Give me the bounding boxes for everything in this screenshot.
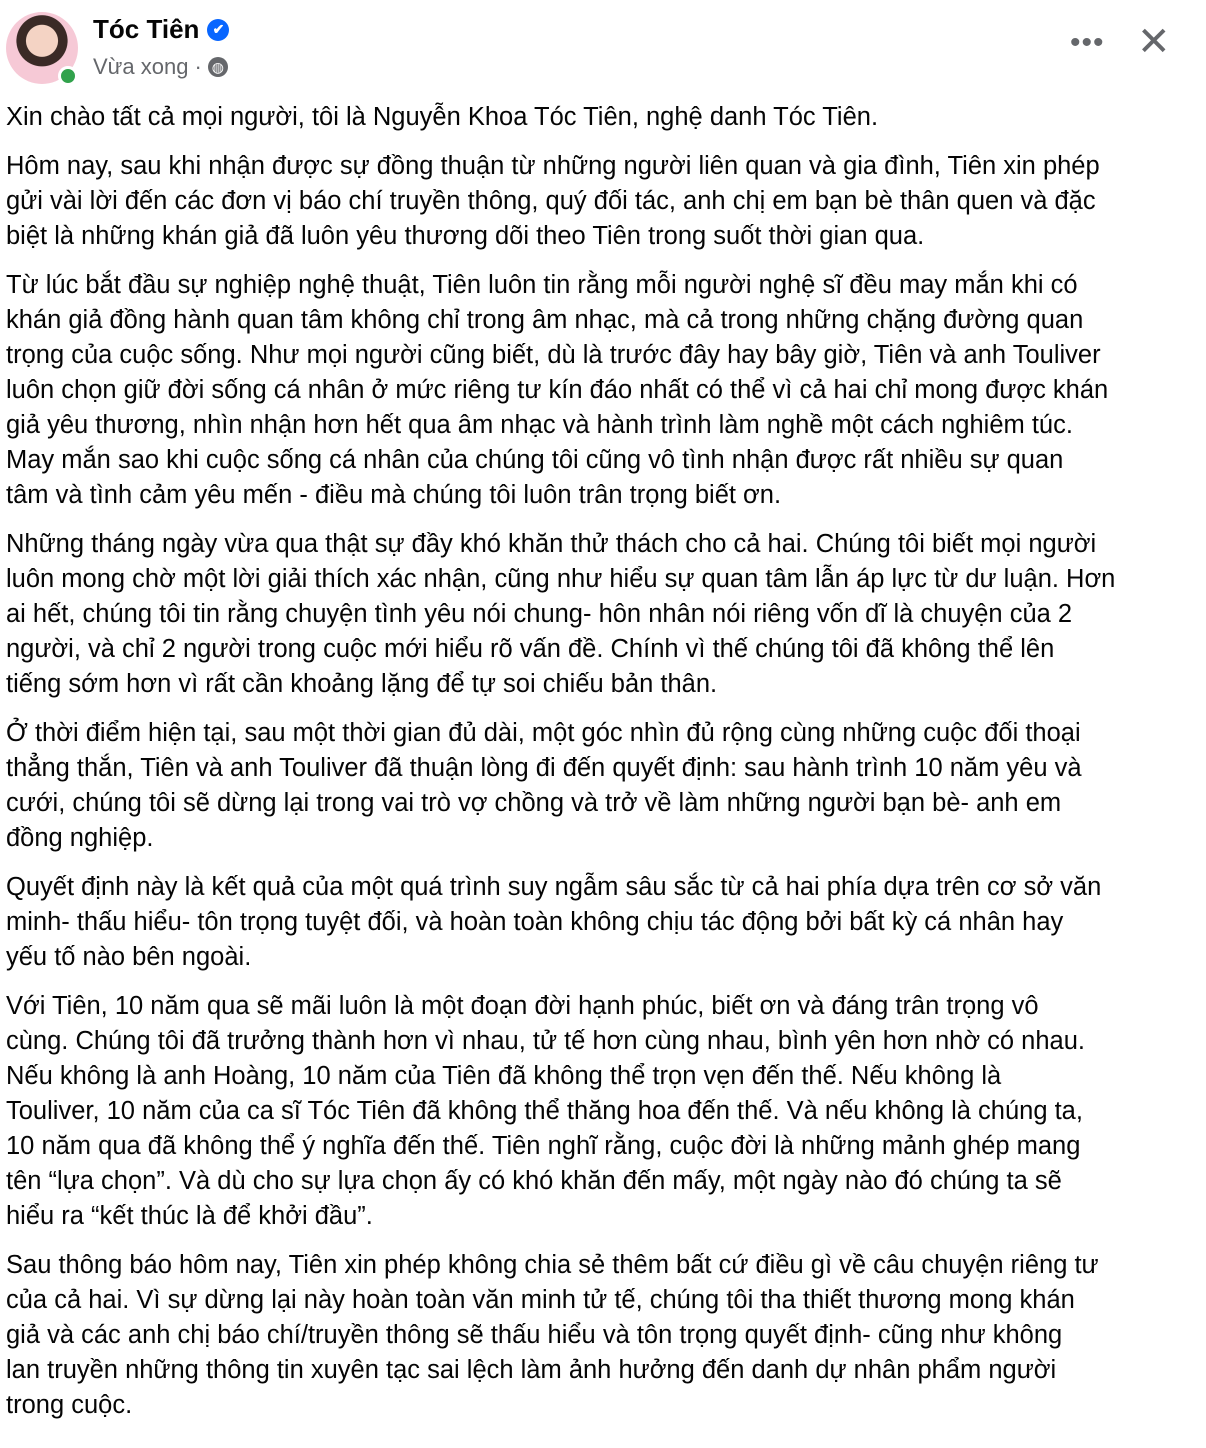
paragraph-line: của cả hai. Vì sự dừng lại này hoàn toàn văn minh tử tế, chúng tôi tha thiết thương mong khán [6,1286,1075,1314]
paragraph-line: tâm và tình cảm yêu mến - điều mà chúng tôi luôn trân trọng biết ơn. [6,481,782,509]
paragraph-line: Xin chào tất cả mọi người, tôi là Nguyễn Khoa Tóc Tiên, nghệ danh Tóc Tiên. [6,103,879,131]
paragraph-line: đồng nghiệp. [6,824,154,852]
post-body [6,100,1115,1437]
paragraph-line: Nếu không là anh Hoàng, 10 năm của Tiên đã không thể trọn vẹn đến thế. Nếu không là [6,1062,1002,1090]
paragraph-line: minh- thấu hiểu- tôn trọng tuyệt đối, và hoàn toàn không chịu tác động bởi bất kỳ cá nhân hay [6,908,1064,936]
paragraph-line: hiểu ra “kết thúc là để khởi đầu”. [6,1202,373,1230]
paragraph-line: thẳng thắn, Tiên và anh Touliver đã thuận lòng đi đến quyết định: sau hành trình 10 năm yêu và [6,754,1082,782]
paragraph-line: Những tháng ngày vừa qua thật sự đầy khó khăn thử thách cho cả hai. Chúng tôi biết mọi người [6,530,1097,558]
online-status-dot [58,66,78,86]
paragraph-line: Touliver, 10 năm của ca sĩ Tóc Tiên đã không thể thăng hoa đến thế. Và nếu không là chúng ta, [6,1097,1083,1125]
paragraph-line: Với Tiên, 10 năm qua sẽ mãi luôn là một đoạn đời hạnh phúc, biết ơn và đáng trân trọng vô [6,992,1039,1020]
post-paragraph [6,527,1115,702]
post-paragraph [6,716,1115,856]
paragraph-line: khán giả đồng hành quan tâm không chỉ trong âm nhạc, mà cả trong những chặng đường quan [6,306,1084,334]
paragraph-line: Quyết định này là kết quả của một quá trình suy ngẫm sâu sắc từ cả hai phía dựa trên cơ sở văn [6,873,1102,901]
paragraph-line: giả yêu thương, nhìn nhận hơn hết qua âm nhạc và hành trình làm nghề một cách nghiêm túc. [6,411,1073,439]
more-options-button[interactable]: ••• [1070,26,1105,59]
paragraph-line: 10 năm qua đã không thể ý nghĩa đến thế. Tiên nghĩ rằng, cuộc đời là những mảnh ghép mang [6,1132,1081,1160]
paragraph-line: lan truyền những thông tin xuyên tạc sai lệch làm ảnh hưởng đến danh dự nhân phẩm người [6,1356,1057,1384]
paragraph-line: Hôm nay, sau khi nhận được sự đồng thuận từ những người liên quan và gia đình, Tiên xin phép [6,152,1100,180]
post-paragraph [6,100,1115,135]
post-paragraph [6,989,1115,1234]
meta-separator: · [194,54,202,79]
paragraph-line: tiếng sớm hơn vì rất cần khoảng lặng để tự soi chiếu bản thân. [6,670,718,698]
close-button[interactable]: ✕ [1137,20,1171,64]
paragraph-line: May mắn sao khi cuộc sống cá nhân của chúng tôi cũng vô tình nhận được rất nhiều sự quan [6,446,1064,474]
post-paragraph [6,1248,1115,1423]
paragraph-line: ai hết, chúng tôi tin rằng chuyện tình yêu nói chung- hôn nhân nói riêng vốn dĩ là chuyện của 2 [6,600,1073,628]
paragraph-line: Ở thời điểm hiện tại, sau một thời gian đủ dài, một góc nhìn đủ rộng cùng những cuộc đối thoại [6,719,1081,747]
post-meta [93,54,228,80]
paragraph-line: trong cuộc. [6,1391,133,1419]
post-time[interactable]: Vừa xong [93,54,189,79]
paragraph-line: cưới, chúng tôi sẽ dừng lại trong vai trò vợ chồng và trở về làm những người bạn bè- anh em [6,789,1062,817]
author-name-row [93,14,229,45]
paragraph-line: giả và các anh chị báo chí/truyền thông sẽ thấu hiểu và tôn trọng quyết định- cũng như không [6,1321,1063,1349]
paragraph-line: gửi vài lời đến các đơn vị báo chí truyền thông, quý đối tác, anh chị em bạn bè thân quen và đặc [6,187,1096,215]
paragraph-line: Từ lúc bắt đầu sự nghiệp nghệ thuật, Tiên luôn tin rằng mỗi người nghệ sĩ đều may mắn khi có [6,271,1078,299]
paragraph-line: luôn mong chờ một lời giải thích xác nhận, cũng như hiểu sự quan tâm lẫn áp lực từ dư luận. Hơn [6,565,1116,593]
post-paragraph [6,870,1115,975]
verified-badge-icon: ✔ [207,19,229,41]
paragraph-line: người, và chỉ 2 người trong cuộc mới hiểu rõ vấn đề. Chính vì thế chúng tôi đã không thể lên [6,635,1055,663]
paragraph-line: trọng của cuộc sống. Như mọi người cũng biết, dù là trước đây hay bây giờ, Tiên và anh Touliver [6,341,1101,369]
paragraph-line: yếu tố nào bên ngoài. [6,943,252,971]
post-paragraph [6,268,1115,513]
paragraph-line: tên “lựa chọn”. Và dù cho sự lựa chọn ấy có khó khăn đến mấy, một ngày nào đó chúng ta sẽ [6,1167,1062,1195]
paragraph-line: luôn chọn giữ đời sống cá nhân ở mức riêng tư kín đáo nhất có thể vì cả hai chỉ mong được khán [6,376,1109,404]
paragraph-line: biệt là những khán giả đã luôn yêu thương dõi theo Tiên trong suốt thời gian qua. [6,222,925,250]
post-header [0,0,1206,100]
globe-icon[interactable]: ◍ [208,57,228,77]
author-name[interactable]: Tóc Tiên [93,14,200,44]
paragraph-line: Sau thông báo hôm nay, Tiên xin phép không chia sẻ thêm bất cứ điều gì về câu chuyện riêng tư [6,1251,1099,1279]
post-paragraph [6,149,1115,254]
paragraph-line: cùng. Chúng tôi đã trưởng thành hơn vì nhau, tử tế hơn cùng nhau, bình yên hơn nhờ có nhau. [6,1027,1085,1055]
